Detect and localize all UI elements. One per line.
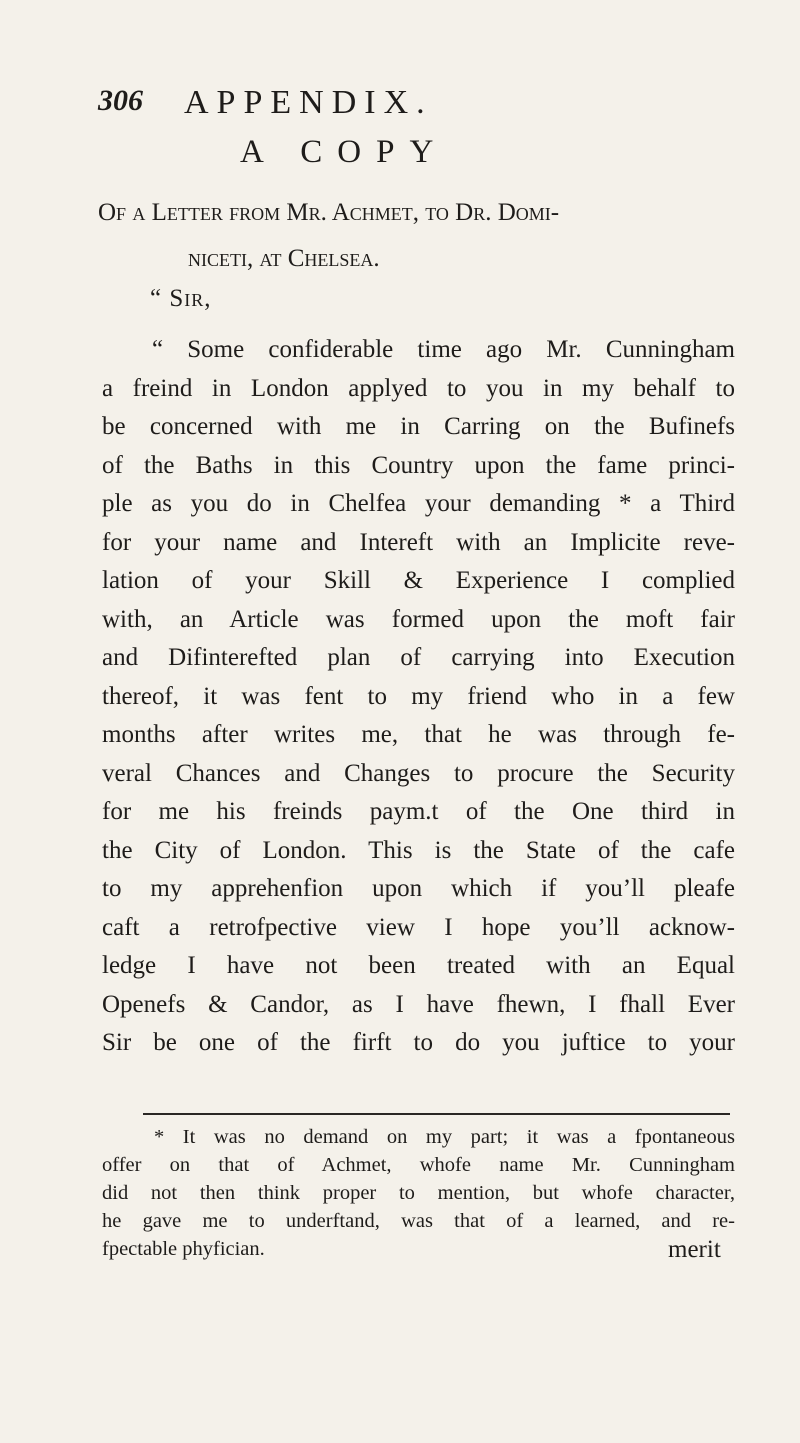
body-line: lation of your Skill & Experience I complied (102, 567, 735, 594)
body-line: with, an Article was formed upon the moft fair (102, 605, 735, 633)
page-header (98, 84, 658, 124)
body-line: be concerned with me in Carring on the Bufinefs (102, 413, 735, 440)
subtitle-line: niceti, at Chelsea. (188, 245, 380, 272)
subtitle-line: Of a Letter from Mr. Achmet, to Dr. Domi- (98, 199, 560, 226)
page-number: 306 (98, 84, 143, 117)
body-line: veral Chances and Changes to procure the Security (102, 759, 735, 787)
body-line: for me his freinds paym.t of the One third in (102, 798, 735, 825)
body-line: caft a retrofpective view I hope you’ll acknow- (102, 913, 735, 941)
body-line: ple as you do in Chelfea your demanding * a Third (102, 490, 735, 517)
letter-subtitle (98, 190, 698, 282)
footnote-line: * It was no demand on my part; it was a fpontaneous (154, 1126, 735, 1148)
body-line: and Difinterefted plan of carrying into Execution (102, 644, 735, 671)
footnote-line: offer on that of Achmet, whofe name Mr. Cunningham (102, 1154, 735, 1176)
footnote-line: fpectable phyfician. (102, 1238, 265, 1260)
catchword: merit (668, 1236, 721, 1263)
body-line: months after writes me, that he was through fe- (102, 721, 735, 748)
body-line: Sir be one of the firft to do you juftice to your (102, 1029, 735, 1056)
footnote (102, 1123, 735, 1263)
body-line: a freind in London applyed to you in my behalf to (102, 374, 735, 402)
footnote-line: he gave me to underftand, was that of a learned, and re- (102, 1210, 735, 1232)
body-line: to my apprehenfion upon which if you’ll pleafe (102, 875, 735, 902)
body-line: for your name and Intereft with an Implicite reve- (102, 528, 735, 556)
running-head: APPENDIX. (184, 84, 433, 121)
salutation: “ Sir, (150, 285, 212, 312)
body-line: of the Baths in this Country upon the fame princi- (102, 451, 735, 479)
body-line: ledge I have not been treated with an Equal (102, 952, 735, 979)
footnote-rule (143, 1113, 730, 1115)
copy-heading: A COPY (240, 134, 449, 170)
footnote-line: did not then think proper to mention, but whofe character, (102, 1182, 735, 1204)
body-line: the City of London. This is the State of the cafe (102, 836, 735, 864)
letter-body (102, 331, 735, 1063)
body-line: thereof, it was fent to my friend who in a few (102, 682, 735, 710)
body-line: Openefs & Candor, as I have fhewn, I fhall Ever (102, 990, 735, 1018)
body-line: “ Some confiderable time ago Mr. Cunningham (152, 336, 735, 363)
